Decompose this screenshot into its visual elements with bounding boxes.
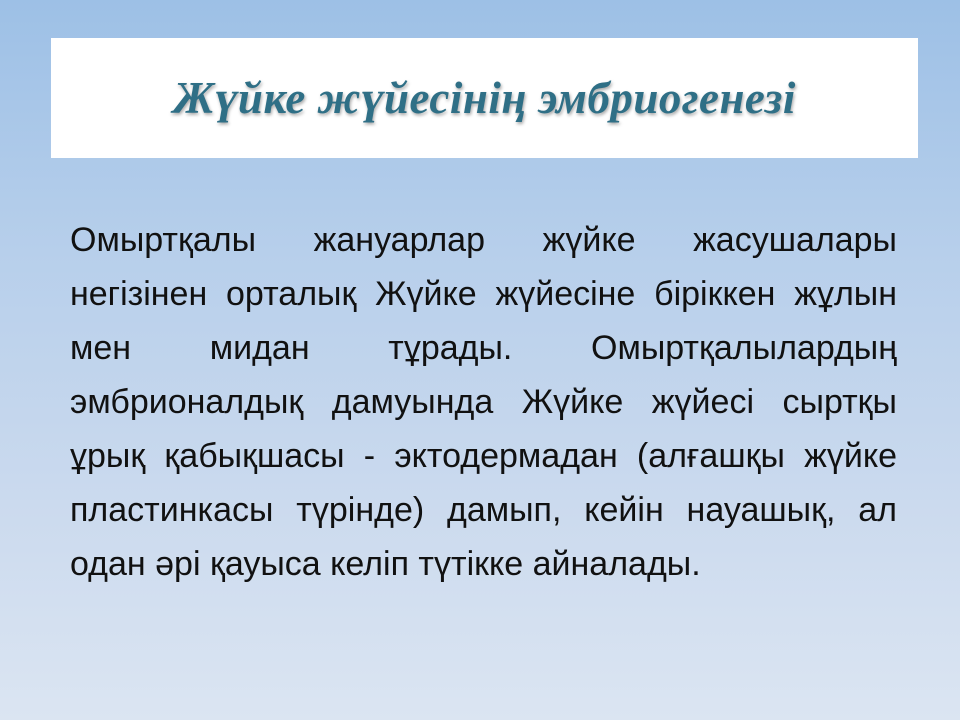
title-box: [51, 38, 918, 158]
slide-title: Жүйке жүйесінің эмбриогенезі: [173, 73, 796, 123]
slide-body-text: Омыртқалы жануарлар жүйке жасушалары негізінен орталық Жүйке жүйесіне біріккен жұлын мен мидан тұрады. Омыртқалылардың эмбрионалдық дамуында Жүйке жүйесі сыртқы ұрық қабықшасы - эктодермадан (алғашқы жүйке пластинкасы түрінде) дамып, кейін науашық, ал одан әрі қауыса келіп түтікке айналады.: [70, 221, 897, 583]
